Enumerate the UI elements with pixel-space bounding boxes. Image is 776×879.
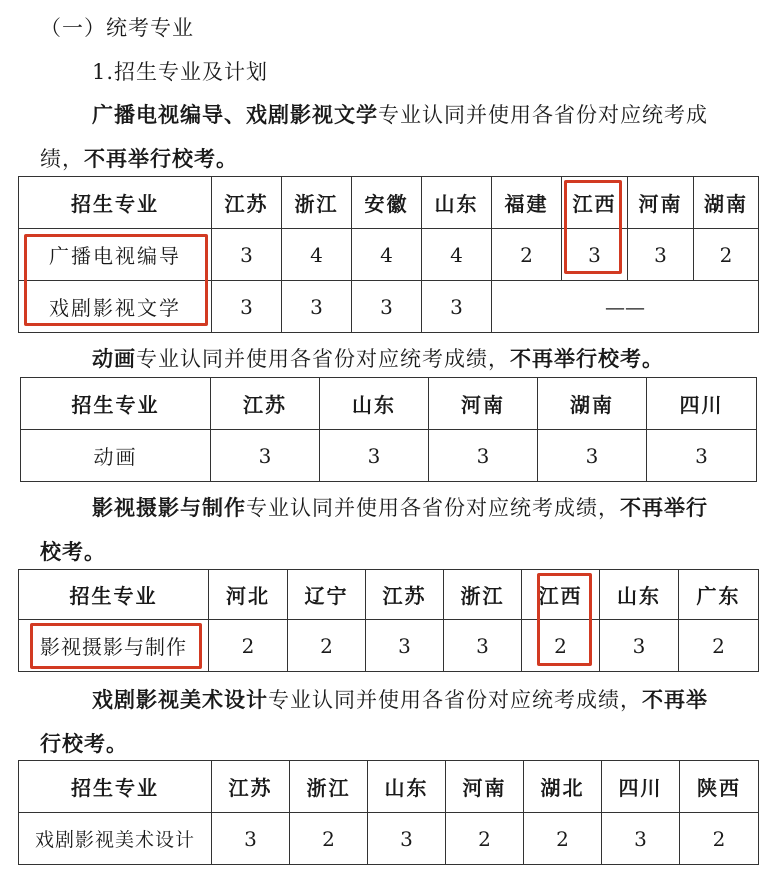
paragraph-1-text-end: 绩， [40,147,84,171]
header-province: 安徽 [352,177,422,229]
header-province: 江西 [562,177,628,229]
quota-cell: 3 [366,620,444,672]
paragraph-1-majors: 广播电视编导、戏剧影视文学 [92,102,378,127]
paragraph-2-text: 专业认同并使用各省份对应统考成绩， [136,347,510,371]
table-broadcast-drama [18,176,759,333]
header-province: 四川 [602,761,680,813]
quota-cell-empty: —— [492,281,759,333]
header-province: 湖南 [694,177,759,229]
quota-cell: 3 [352,281,422,333]
table-header-row [19,177,759,229]
paragraph-1-line-2 [40,145,238,173]
table-header-row [19,761,759,813]
table-art-design [18,760,759,865]
quota-cell: 3 [647,430,757,482]
paragraph-4-line-1 [92,686,708,714]
quota-cell: 3 [538,430,647,482]
table-animation [20,377,757,482]
header-province: 江苏 [211,378,320,430]
paragraph-4-major: 戏剧影视美术设计 [92,687,268,712]
header-province: 山东 [368,761,446,813]
table-header-row [21,378,757,430]
paragraph-3-line-1 [92,494,708,522]
header-province: 山东 [422,177,492,229]
table-row [19,620,759,672]
quota-cell: 4 [282,229,352,281]
quota-cell: 2 [679,620,759,672]
quota-cell: 2 [288,620,366,672]
header-province: 浙江 [290,761,368,813]
subsection-heading: 1.招生专业及计划 [92,60,269,84]
quota-cell: 3 [422,281,492,333]
table-header-row [19,570,759,620]
quota-cell: 3 [602,813,680,865]
row-major: 戏剧影视文学 [19,281,212,333]
header-province: 湖北 [524,761,602,813]
header-province: 江苏 [212,177,282,229]
header-major: 招生专业 [21,378,211,430]
quota-cell: 4 [352,229,422,281]
table-row [19,229,759,281]
quota-cell: 3 [320,430,429,482]
quota-cell: 3 [282,281,352,333]
paragraph-3-no-exam: 不再举行 [620,495,708,520]
paragraph-1-text: 专业认同并使用各省份对应统考成 [378,103,708,127]
quota-cell: 2 [209,620,288,672]
row-major: 戏剧影视美术设计 [19,813,212,865]
header-province: 辽宁 [288,570,366,620]
quota-cell: 2 [492,229,562,281]
paragraph-3-major: 影视摄影与制作 [92,495,246,520]
paragraph-4-line-2: 行校考。 [40,731,128,756]
paragraph-1-no-exam: 不再举行校考。 [84,146,238,171]
quota-cell: 3 [628,229,694,281]
header-province: 浙江 [444,570,522,620]
row-major: 广播电视编导 [19,229,212,281]
header-province: 广东 [679,570,759,620]
table-cinematography [18,569,759,672]
quota-cell: 2 [446,813,524,865]
quota-cell: 2 [522,620,600,672]
row-major: 动画 [21,430,211,482]
paragraph-2-no-exam: 不再举行校考。 [510,346,664,371]
table-row [19,281,759,333]
header-province: 陕西 [680,761,759,813]
header-major: 招生专业 [19,570,209,620]
header-major: 招生专业 [19,761,212,813]
paragraph-2-major: 动画 [92,346,136,371]
header-province: 山东 [320,378,429,430]
paragraph-3-line-2: 校考。 [40,539,106,564]
quota-cell: 2 [290,813,368,865]
quota-cell: 2 [694,229,759,281]
table-row [19,813,759,865]
header-province: 浙江 [282,177,352,229]
header-province: 湖南 [538,378,647,430]
header-province: 江苏 [366,570,444,620]
header-province: 河南 [446,761,524,813]
header-province: 河南 [628,177,694,229]
paragraph-4-no-exam: 不再举 [642,687,708,712]
quota-cell: 3 [600,620,679,672]
header-province: 福建 [492,177,562,229]
row-major: 影视摄影与制作 [19,620,209,672]
quota-cell: 3 [444,620,522,672]
paragraph-3-text: 专业认同并使用各省份对应统考成绩， [246,496,620,520]
header-province: 河北 [209,570,288,620]
paragraph-1-line-1 [92,101,708,129]
header-province: 四川 [647,378,757,430]
paragraph-4-text: 专业认同并使用各省份对应统考成绩， [268,688,642,712]
quota-cell: 2 [680,813,759,865]
header-province: 山东 [600,570,679,620]
header-major: 招生专业 [19,177,212,229]
paragraph-2 [92,345,664,373]
quota-cell: 3 [368,813,446,865]
quota-cell: 2 [524,813,602,865]
header-province: 江苏 [212,761,290,813]
quota-cell: 3 [562,229,628,281]
quota-cell: 4 [422,229,492,281]
quota-cell: 3 [212,813,290,865]
quota-cell: 3 [211,430,320,482]
quota-cell: 3 [429,430,538,482]
table-row [21,430,757,482]
quota-cell: 3 [212,281,282,333]
quota-cell: 3 [212,229,282,281]
header-province: 江西 [522,570,600,620]
header-province: 河南 [429,378,538,430]
section-heading: （一）统考专业 [40,16,194,40]
